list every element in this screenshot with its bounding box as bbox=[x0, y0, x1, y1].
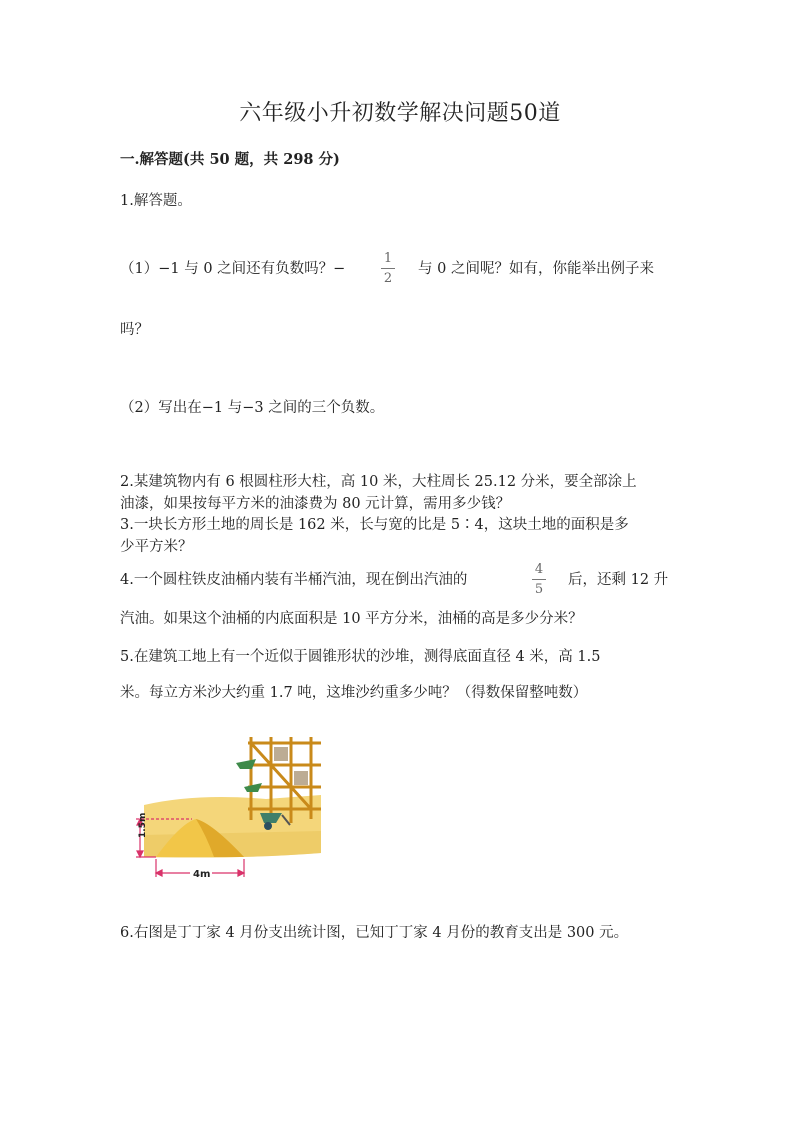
question-5-line-2: 米。每立方米沙大约重 1.7 吨，这堆沙约重多少吨？（得数保留整吨数） bbox=[120, 685, 588, 701]
width-label: 4m bbox=[193, 869, 211, 880]
fraction-denominator: 5 bbox=[534, 582, 544, 597]
question-5-line-1: 5.在建筑工地上有一个近似于圆锥形状的沙堆，测得底面直径 4 米，高 1.5 bbox=[120, 649, 601, 665]
question-2-line-1: 2.某建筑物内有 6 根圆柱形大柱，高 10 米，大柱周长 25.12 分米，要全部涂上 bbox=[120, 474, 637, 490]
question-4-line-2: 汽油。如果这个油桶的内底面积是 10 平方分米，油桶的高是多少分米？ bbox=[120, 611, 583, 627]
question-1-part-2-text: （2）写出在−1 与−3 之间的三个负数。 bbox=[120, 400, 385, 416]
section-heading: 一.解答题(共 50 题，共 298 分) bbox=[120, 151, 340, 168]
fraction-four-fifths bbox=[532, 563, 546, 596]
question-3-line-1: 3.一块长方形土地的周长是 162 米，长与宽的比是 5∶4，这块土地的面积是多 bbox=[120, 517, 629, 533]
fraction-denominator: 2 bbox=[383, 271, 393, 286]
question-1-label: 1.解答题。 bbox=[120, 193, 192, 209]
sand-pile-illustration bbox=[126, 735, 326, 885]
question-4-line-1-after: 后，还剩 12 升 bbox=[568, 572, 669, 588]
window-block bbox=[294, 771, 308, 785]
fraction-numerator: 1 bbox=[383, 251, 393, 266]
question-1-part-1-text: （1）−1 与 0 之间还有负数吗？− bbox=[120, 261, 346, 277]
question-1-part-1-text-after: 与 0 之间呢？如有，你能举出例子来 bbox=[418, 261, 654, 277]
bucket-icon bbox=[244, 783, 262, 792]
fraction-bar bbox=[381, 268, 395, 269]
height-label: 1.5m bbox=[138, 812, 148, 838]
question-6-line-1: 6.右图是丁丁家 4 月份支出统计图，已知丁丁家 4 月份的教育支出是 300 元。 bbox=[120, 925, 629, 941]
question-1-part-1-continuation: 吗？ bbox=[120, 322, 149, 338]
bucket-icon bbox=[236, 759, 256, 769]
fraction-bar bbox=[532, 579, 546, 580]
question-3-line-2: 少平方米？ bbox=[120, 539, 193, 555]
question-4-line-1: 4.一个圆柱铁皮油桶内装有半桶汽油，现在倒出汽油的 bbox=[120, 572, 468, 588]
window-block bbox=[274, 747, 288, 761]
page-title: 六年级小升初数学解决问题50道 bbox=[239, 101, 561, 126]
fraction-one-half bbox=[381, 252, 395, 285]
fraction-numerator: 4 bbox=[534, 562, 544, 577]
question-2-line-2: 油漆，如果按每平方米的油漆费为 80 元计算，需用多少钱？ bbox=[120, 496, 511, 512]
